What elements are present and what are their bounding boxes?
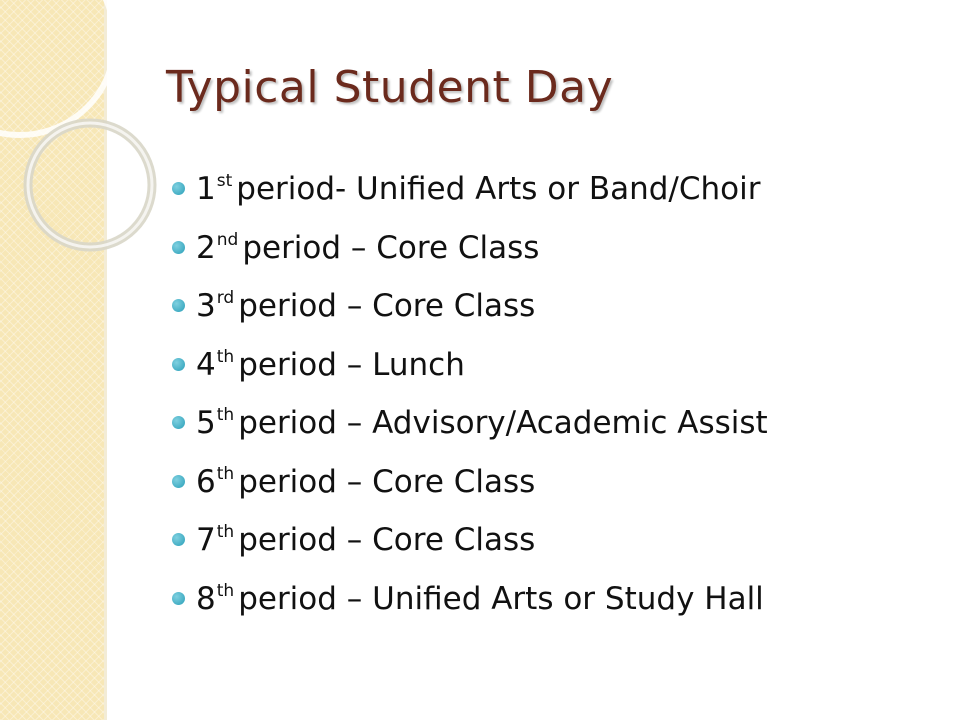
bullet-item xyxy=(172,570,768,629)
decorative-rings-icon xyxy=(0,0,200,260)
period-suffix: th xyxy=(216,580,235,601)
bullet-item xyxy=(172,394,768,453)
period-number: 2 xyxy=(196,229,216,266)
bullet-item xyxy=(172,453,768,512)
period-number: 1 xyxy=(196,171,216,207)
period-number: 4 xyxy=(196,346,216,383)
period-number: 3 xyxy=(196,288,216,324)
period-text: period – Advisory/Academic Assist xyxy=(238,405,768,441)
bullet-list xyxy=(172,160,768,628)
period-suffix: st xyxy=(216,171,233,191)
bullet-dot-icon xyxy=(172,182,185,195)
period-suffix: th xyxy=(216,522,235,542)
bullet-dot-icon xyxy=(172,592,185,605)
bullet-dot-icon xyxy=(172,299,185,312)
period-suffix: th xyxy=(216,463,235,484)
period-number: 6 xyxy=(196,463,216,500)
slide-title: Typical Student Day xyxy=(166,62,614,113)
period-number: 7 xyxy=(196,522,216,558)
period-text: period – Core Class xyxy=(238,463,536,500)
bullet-item xyxy=(172,511,768,570)
period-suffix: th xyxy=(216,346,235,367)
period-text: period – Unified Arts or Study Hall xyxy=(238,580,764,617)
period-text: period – Core Class xyxy=(242,229,540,266)
bullet-item xyxy=(172,336,768,395)
bullet-dot-icon xyxy=(172,475,185,488)
period-text: period – Core Class xyxy=(238,522,536,558)
period-suffix: rd xyxy=(216,288,235,308)
period-number: 8 xyxy=(196,580,216,617)
bullet-dot-icon xyxy=(172,358,185,371)
period-number: 5 xyxy=(196,405,216,441)
bullet-dot-icon xyxy=(172,416,185,429)
bullet-dot-icon xyxy=(172,241,185,254)
period-text: period – Lunch xyxy=(238,346,465,383)
bullet-item xyxy=(172,160,768,219)
bullet-item xyxy=(172,277,768,336)
period-suffix: nd xyxy=(216,229,239,250)
period-text: period – Core Class xyxy=(238,288,536,324)
bullet-item xyxy=(172,219,768,278)
period-text: period- Unified Arts or Band/Choir xyxy=(236,171,761,207)
bullet-dot-icon xyxy=(172,533,185,546)
period-suffix: th xyxy=(216,405,235,425)
